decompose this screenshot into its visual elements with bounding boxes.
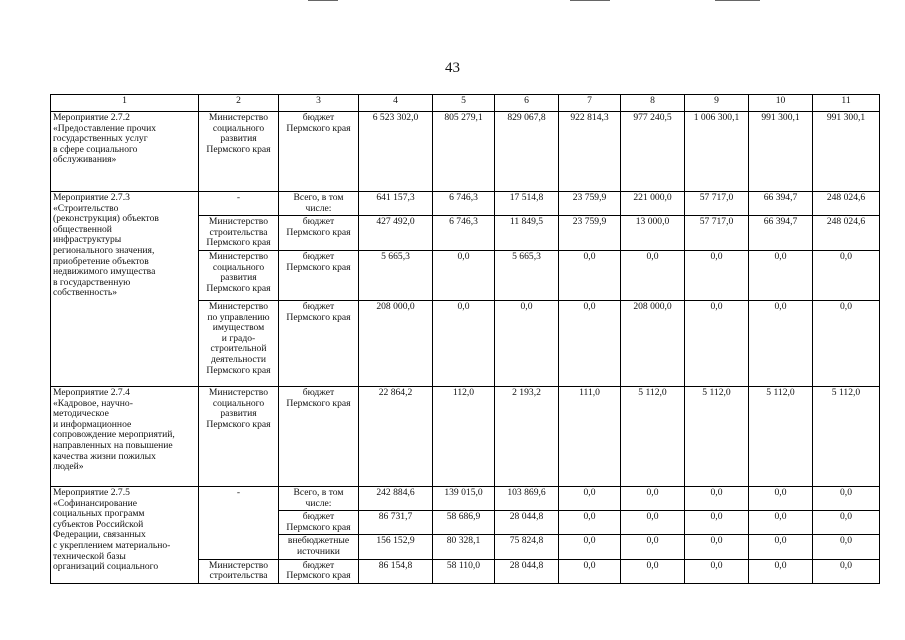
funding-source-cell: внебюджетные источники <box>279 535 359 559</box>
amount-cell: 2 193,2 <box>495 386 559 486</box>
amount-cell: 139 015,0 <box>433 486 495 510</box>
amount-cell: 13 000,0 <box>621 216 685 251</box>
amount-cell: 805 279,1 <box>433 112 495 192</box>
executor-cell: - <box>199 192 279 216</box>
amount-cell: 103 869,6 <box>495 486 559 510</box>
amount-cell: 57 717,0 <box>685 192 749 216</box>
scan-edge-line <box>715 0 760 1</box>
amount-cell: 80 328,1 <box>433 535 495 559</box>
amount-cell: 0,0 <box>685 535 749 559</box>
amount-cell: 0,0 <box>813 559 880 583</box>
amount-cell: 641 157,3 <box>359 192 433 216</box>
amount-cell: 6 746,3 <box>433 192 495 216</box>
amount-cell: 0,0 <box>685 559 749 583</box>
amount-cell: 0,0 <box>559 250 621 300</box>
amount-cell: 75 824,8 <box>495 535 559 559</box>
column-header: 11 <box>813 95 880 112</box>
column-header: 7 <box>559 95 621 112</box>
amount-cell: 86 731,7 <box>359 511 433 535</box>
executor-cell: Министерство по управлению имуществом и градо- строительной деятельности Пермского края <box>199 300 279 386</box>
amount-cell: 5 112,0 <box>749 386 813 486</box>
amount-cell: 6 746,3 <box>433 216 495 251</box>
scan-edge-line <box>570 0 610 1</box>
amount-cell: 0,0 <box>433 300 495 386</box>
amount-cell: 5 112,0 <box>621 386 685 486</box>
amount-cell: 0,0 <box>685 250 749 300</box>
amount-cell: 0,0 <box>685 300 749 386</box>
amount-cell: 922 814,3 <box>559 112 621 192</box>
amount-cell: 23 759,9 <box>559 192 621 216</box>
amount-cell: 6 523 302,0 <box>359 112 433 192</box>
amount-cell: 112,0 <box>433 386 495 486</box>
executor-cell: Министерство строительства Пермского края <box>199 216 279 251</box>
funding-source-cell: бюджет Пермского края <box>279 112 359 192</box>
amount-cell: 977 240,5 <box>621 112 685 192</box>
amount-cell: 0,0 <box>559 511 621 535</box>
column-number-row <box>51 95 880 112</box>
amount-cell: 0,0 <box>621 250 685 300</box>
amount-cell: 5 665,3 <box>359 250 433 300</box>
amount-cell: 221 000,0 <box>621 192 685 216</box>
executor-cell: Министерство социального развития Пермского края <box>199 386 279 486</box>
executor-cell: - <box>199 486 279 510</box>
amount-cell: 0,0 <box>559 300 621 386</box>
amount-cell: 0,0 <box>749 300 813 386</box>
amount-cell: 248 024,6 <box>813 216 880 251</box>
column-header: 3 <box>279 95 359 112</box>
amount-cell: 11 849,5 <box>495 216 559 251</box>
funding-source-cell: бюджет Пермского края <box>279 216 359 251</box>
amount-cell: 829 067,8 <box>495 112 559 192</box>
column-header: 8 <box>621 95 685 112</box>
amount-cell: 991 300,1 <box>749 112 813 192</box>
amount-cell: 208 000,0 <box>621 300 685 386</box>
amount-cell: 111,0 <box>559 386 621 486</box>
amount-cell: 0,0 <box>559 486 621 510</box>
funding-source-cell: Всего, в том числе: <box>279 192 359 216</box>
executor-cell: Министерство строительства <box>199 559 279 583</box>
amount-cell: 86 154,8 <box>359 559 433 583</box>
table-row <box>51 112 880 192</box>
amount-cell: 66 394,7 <box>749 216 813 251</box>
amount-cell: 0,0 <box>813 511 880 535</box>
funding-source-cell: бюджет Пермского края <box>279 300 359 386</box>
activity-name: Мероприятие 2.7.2 «Предоставление прочих государственных услуг в сфере социального обслуживания» <box>51 112 199 192</box>
amount-cell: 0,0 <box>621 511 685 535</box>
amount-cell: 0,0 <box>749 486 813 510</box>
amount-cell: 0,0 <box>813 535 880 559</box>
amount-cell: 208 000,0 <box>359 300 433 386</box>
funding-source-cell: бюджет Пермского края <box>279 511 359 535</box>
amount-cell: 0,0 <box>813 486 880 510</box>
amount-cell: 0,0 <box>813 250 880 300</box>
amount-cell: 0,0 <box>685 511 749 535</box>
amount-cell: 0,0 <box>559 535 621 559</box>
amount-cell: 0,0 <box>621 535 685 559</box>
amount-cell: 58 686,9 <box>433 511 495 535</box>
funding-source-cell: бюджет Пермского края <box>279 250 359 300</box>
amount-cell: 5 665,3 <box>495 250 559 300</box>
activity-name: Мероприятие 2.7.4 «Кадровое, научно- методическое и информационное сопровождение мероприятий, направленных на повышение качества жизни пожилых людей» <box>51 386 199 486</box>
amount-cell: 28 044,8 <box>495 559 559 583</box>
amount-cell: 156 152,9 <box>359 535 433 559</box>
table-row <box>51 486 880 510</box>
amount-cell: 0,0 <box>749 250 813 300</box>
table-row <box>51 192 880 216</box>
executor-cell <box>199 535 279 559</box>
funding-source-cell: бюджет Пермского края <box>279 386 359 486</box>
funding-source-cell: бюджет Пермского края <box>279 559 359 583</box>
executor-cell: Министерство социального развития Пермского края <box>199 112 279 192</box>
amount-cell: 22 864,2 <box>359 386 433 486</box>
amount-cell: 248 024,6 <box>813 192 880 216</box>
amount-cell: 57 717,0 <box>685 216 749 251</box>
activity-name: Мероприятие 2.7.3 «Строительство (реконструкция) объектов общественной инфраструктуры регионального значения, приобретение объектов недвижимого имущества в государственную собственность» <box>51 192 199 387</box>
column-header: 6 <box>495 95 559 112</box>
amount-cell: 0,0 <box>621 559 685 583</box>
amount-cell: 5 112,0 <box>685 386 749 486</box>
column-header: 4 <box>359 95 433 112</box>
amount-cell: 0,0 <box>621 486 685 510</box>
amount-cell: 427 492,0 <box>359 216 433 251</box>
amount-cell: 0,0 <box>749 559 813 583</box>
amount-cell: 5 112,0 <box>813 386 880 486</box>
amount-cell: 17 514,8 <box>495 192 559 216</box>
column-header: 1 <box>51 95 199 112</box>
amount-cell: 0,0 <box>813 300 880 386</box>
amount-cell: 0,0 <box>685 486 749 510</box>
amount-cell: 0,0 <box>749 535 813 559</box>
activity-name: Мероприятие 2.7.5 «Софинансирование социальных программ субъектов Российской Федерации, связанных с укреплением материально- технической базы организаций социального <box>51 486 199 583</box>
amount-cell: 0,0 <box>433 250 495 300</box>
amount-cell: 66 394,7 <box>749 192 813 216</box>
column-header: 5 <box>433 95 495 112</box>
amount-cell: 28 044,8 <box>495 511 559 535</box>
column-header: 9 <box>685 95 749 112</box>
amount-cell: 0,0 <box>749 511 813 535</box>
amount-cell: 23 759,9 <box>559 216 621 251</box>
amount-cell: 58 110,0 <box>433 559 495 583</box>
table-row <box>51 386 880 486</box>
executor-cell <box>199 511 279 535</box>
amount-cell: 0,0 <box>495 300 559 386</box>
funding-source-cell: Всего, в том числе: <box>279 486 359 510</box>
amount-cell: 242 884,6 <box>359 486 433 510</box>
column-header: 10 <box>749 95 813 112</box>
page-number: 43 <box>445 60 460 76</box>
column-header: 2 <box>199 95 279 112</box>
executor-cell: Министерство социального развития Пермского края <box>199 250 279 300</box>
budget-table <box>50 94 880 584</box>
amount-cell: 1 006 300,1 <box>685 112 749 192</box>
scan-edge-line <box>308 0 338 1</box>
amount-cell: 991 300,1 <box>813 112 880 192</box>
amount-cell: 0,0 <box>559 559 621 583</box>
